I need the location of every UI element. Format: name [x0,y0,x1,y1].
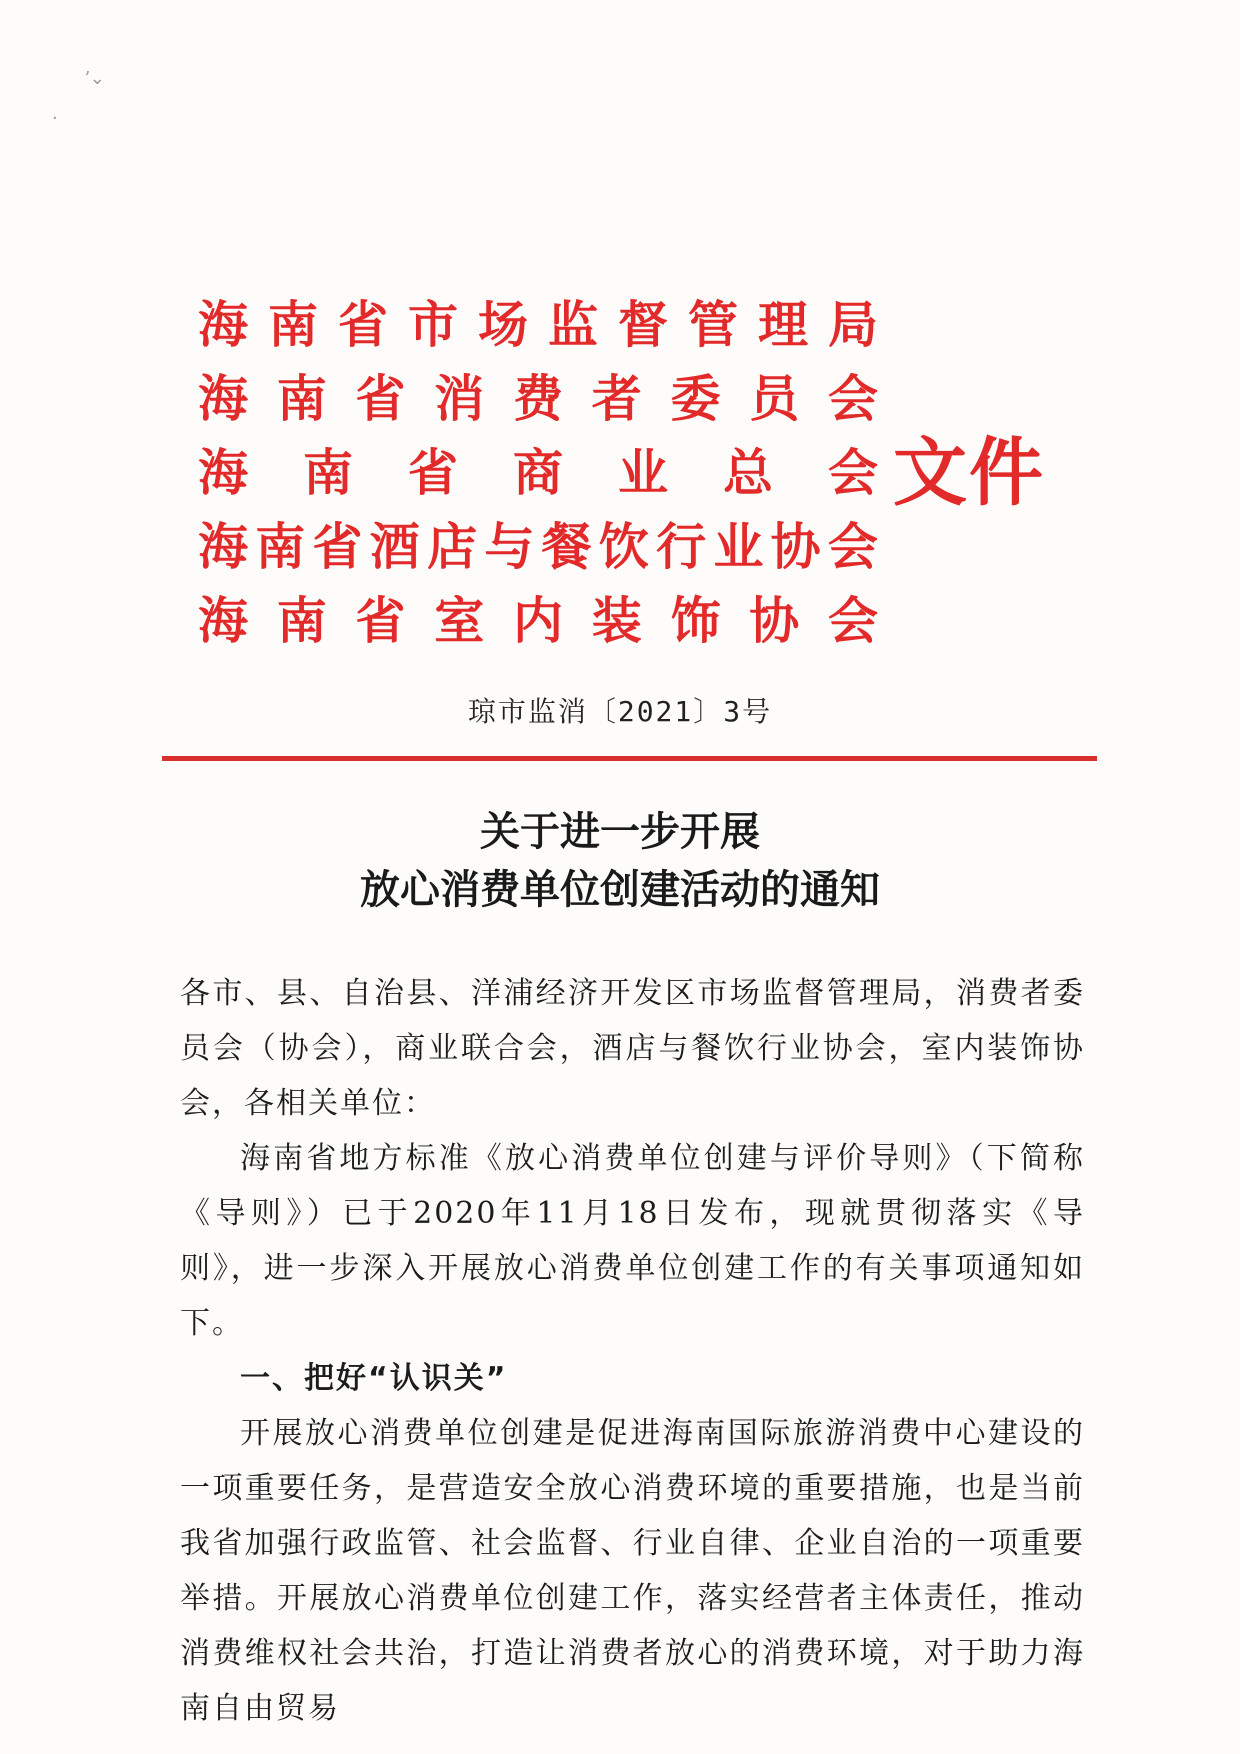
section-1-heading: 一、把好“认识关” [240,1361,508,1396]
issuer-char: 消 [434,369,485,428]
issuer-line [198,510,878,584]
scan-speck: ʼ⌄ [84,68,105,89]
issuer-line [198,288,878,362]
issuer-char: 会 [827,517,878,576]
issuer-char: 总 [723,443,773,502]
issuer-char: 海 [198,591,248,650]
issuer-line [198,436,878,510]
issuer-char: 场 [478,295,528,354]
issuer-char: 协 [749,591,800,650]
issuer-char: 会 [828,369,878,428]
issuer-char: 理 [758,295,808,354]
issuer-char: 南 [276,369,327,428]
issuer-char: 督 [618,295,668,354]
title-line-2: 放心消费单位创建活动的通知 [360,867,880,913]
issuer-char: 局 [828,295,878,354]
issuer-char: 会 [828,591,878,650]
issuer-line [198,584,878,658]
section-1-paragraph: 开展放心消费单位创建是促进海南国际旅游消费中心建设的一项重要任务，是营造安全放心消费环境的重要措施，也是当前我省加强行政监管、社会监督、行业自律、企业自治的一项重要举措。开展放心消费单位创建工作，落实经营者主体责任，推动消费维权社会共治，打造让消费者放心的消费环境，对于助力海南自由贸易 [180,1416,1085,1726]
paragraph-1: 海南省地方标准《放心消费单位创建与评价导则》（下简称《导则》）已于2020年11月18日发布，现就贯彻落实《导则》，进一步深入开展放心消费单位创建工作的有关事项通知如下。 [180,1141,1085,1341]
issuer-char: 海 [198,443,248,502]
scan-speck: · [52,108,58,129]
issuer-char: 海 [198,517,248,576]
issuer-char: 装 [591,591,642,650]
issuer-char: 省 [338,295,388,354]
issuer-char: 南 [268,295,318,354]
issuer-char: 南 [303,443,353,502]
issuer-char: 业 [618,443,668,502]
issuer-char: 与 [484,517,535,576]
issuer-line [198,362,878,436]
issuer-char: 会 [828,443,878,502]
title-line-1: 关于进一步开展 [480,809,760,855]
issuer-char: 省 [312,517,363,576]
issuer-char: 饰 [670,591,721,650]
issuer-char: 海 [198,369,248,428]
addressee: 各市、县、自治县、洋浦经济开发区市场监督管理局，消费者委员会（协会），商业联合会，酒店与餐饮行业协会，室内装饰协会，各相关单位： [180,976,1085,1121]
issuer-char: 市 [408,295,458,354]
issuer-char: 省 [355,369,406,428]
document-number: 琼市监消〔2021〕3号 [467,695,773,728]
issuer-char: 店 [427,517,478,576]
issuer-char: 室 [434,591,485,650]
document-type-label: 文件 [893,430,1045,516]
issuer-char: 业 [713,517,764,576]
issuer-char: 酒 [369,517,420,576]
issuer-char: 海 [198,295,248,354]
issuer-char: 内 [513,591,563,650]
issuer-char: 省 [408,443,458,502]
red-divider [162,756,1097,761]
issuing-authorities [198,288,878,658]
issuer-char: 餐 [541,517,592,576]
issuer-char: 行 [656,517,707,576]
issuer-char: 管 [688,295,738,354]
issuer-char: 南 [255,517,306,576]
issuer-char: 饮 [598,517,649,576]
issuer-char: 监 [548,295,598,354]
issuer-char: 协 [770,517,821,576]
issuer-char: 南 [276,591,327,650]
issuer-char: 者 [591,369,642,428]
document-body [180,966,1085,1736]
issuer-char: 员 [749,369,800,428]
issuer-char: 费 [513,369,563,428]
issuer-char: 商 [513,443,563,502]
issuer-char: 委 [670,369,721,428]
issuer-char: 省 [355,591,406,650]
